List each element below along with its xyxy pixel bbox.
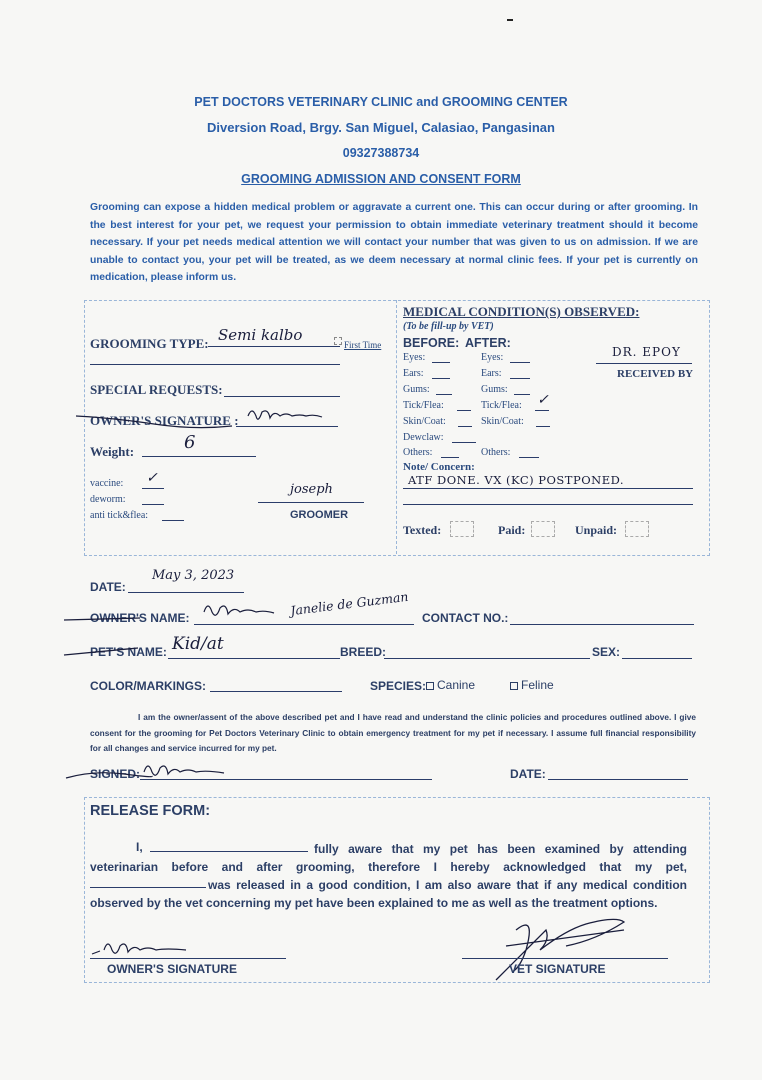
date-value: May 3, 2023 bbox=[152, 568, 235, 583]
first-time-label: First Time bbox=[344, 340, 382, 350]
signed-date-line[interactable] bbox=[548, 779, 688, 780]
vet-release-sig-label: VET SIGNATURE bbox=[509, 962, 606, 976]
after-tick-check-icon: ✓ bbox=[537, 392, 549, 408]
breed-line[interactable] bbox=[384, 658, 590, 659]
release-title: RELEASE FORM: bbox=[90, 803, 211, 819]
date-line[interactable] bbox=[128, 592, 244, 593]
weight-line[interactable] bbox=[142, 456, 256, 457]
owner-name-value: Janelie de Guzman bbox=[289, 588, 410, 619]
vaccine-check-icon: ✓ bbox=[146, 470, 158, 486]
sex-line[interactable] bbox=[622, 658, 692, 659]
vaccine-line[interactable] bbox=[142, 488, 164, 489]
color-markings-line[interactable] bbox=[210, 691, 342, 692]
paid-checkbox[interactable] bbox=[531, 521, 555, 537]
stray-mark bbox=[507, 19, 513, 21]
after-others: Others: bbox=[481, 447, 511, 458]
received-by-label: RECEIVED BY bbox=[617, 368, 694, 380]
special-requests-line[interactable] bbox=[224, 396, 340, 397]
owner-release-sig-line[interactable] bbox=[90, 958, 286, 959]
owner-signature-scribble bbox=[244, 404, 334, 428]
color-markings-label: COLOR/MARKINGS: bbox=[90, 679, 206, 693]
before-others: Others: bbox=[403, 447, 433, 458]
after-skin-line[interactable] bbox=[536, 426, 550, 427]
intro-paragraph: Grooming can expose a hidden medical problem or aggravate a current one. This can occur during or after grooming. In the best interest for your pet, we request your permission to obtain immediate veterinary treatment should it become necessary. If your pet needs medical attention we will contact your number that was given to us on admission. If we are unable to contact you, your pet will be treated, as we deem necessary at normal clinic fees. If your pet is currently on medication, please inform us. bbox=[90, 202, 698, 284]
clinic-address: Diversion Road, Brgy. San Miguel, Calasiao, Pangasinan bbox=[207, 120, 555, 135]
after-tick-flea: Tick/Flea: bbox=[481, 400, 522, 411]
anti-tick-line[interactable] bbox=[162, 520, 184, 521]
vet-release-sig-line[interactable] bbox=[462, 958, 668, 959]
release-text-3: was released in a good condition, I am also aware that if any medical condition observed by the vet concerning my pet have been explained to me as well as the treatment options. bbox=[90, 878, 687, 910]
pet-name-label: PET'S NAME: bbox=[90, 645, 167, 659]
owner-signature-label: OWNER'S SIGNATURE : bbox=[90, 413, 239, 428]
feline-checkbox[interactable] bbox=[510, 682, 518, 690]
signed-scribble bbox=[140, 758, 230, 784]
box-divider bbox=[396, 300, 397, 554]
after-gums: Gums: bbox=[481, 384, 508, 395]
unpaid-label: Unpaid: bbox=[575, 523, 618, 537]
deworm-line[interactable] bbox=[142, 504, 164, 505]
note-concern-label: Note/ Concern: bbox=[403, 461, 475, 473]
after-ears-line[interactable] bbox=[510, 378, 530, 379]
before-gums: Gums: bbox=[403, 384, 430, 395]
release-text-body bbox=[90, 840, 687, 912]
after-eyes: Eyes: bbox=[481, 352, 504, 363]
grooming-type-value: Semi kalbo bbox=[218, 326, 303, 344]
after-label: AFTER: bbox=[465, 336, 511, 350]
pet-name-value: Kid/at bbox=[172, 634, 224, 654]
canine-checkbox[interactable] bbox=[426, 682, 434, 690]
feline-label: Feline bbox=[521, 678, 554, 692]
pet-name-line[interactable] bbox=[168, 658, 340, 659]
signed-label: SIGNED: bbox=[90, 767, 141, 781]
owner-release-sig-label: OWNER'S SIGNATURE bbox=[107, 962, 237, 976]
grooming-type-line[interactable] bbox=[208, 346, 340, 347]
anti-tick-label: anti tick&flea: bbox=[90, 510, 149, 521]
breed-label: BREED: bbox=[340, 645, 387, 659]
note-line-2[interactable] bbox=[403, 504, 693, 505]
owner-name-label: OWNER'S NAME: bbox=[90, 611, 190, 625]
first-time-checkbox[interactable] bbox=[334, 337, 342, 345]
groomer-label: GROOMER bbox=[290, 509, 349, 521]
medical-condition-title: MEDICAL CONDITION(S) OBSERVED: bbox=[403, 304, 640, 319]
pet-name-strike bbox=[62, 646, 142, 658]
release-text-i: I, bbox=[136, 840, 143, 854]
before-gums-line[interactable] bbox=[436, 394, 452, 395]
note-concern-value: ATF DONE. VX (KC) POSTPONED. bbox=[408, 473, 625, 487]
before-dewclaw: Dewclaw: bbox=[403, 432, 444, 443]
owner-name-scribble bbox=[200, 598, 278, 624]
clinic-name: PET DOCTORS VETERINARY CLINIC and GROOMING CENTER bbox=[194, 95, 568, 109]
release-pet-line[interactable] bbox=[90, 887, 206, 888]
form-title: GROOMING ADMISSION AND CONSENT FORM bbox=[241, 172, 521, 186]
before-tick-flea: Tick/Flea: bbox=[403, 400, 444, 411]
owner-name-strike bbox=[62, 614, 142, 624]
special-requests-label: SPECIAL REQUESTS: bbox=[90, 382, 223, 397]
clinic-phone: 09327388734 bbox=[342, 146, 420, 160]
paid-label: Paid: bbox=[498, 523, 526, 537]
before-others-line[interactable] bbox=[441, 457, 459, 458]
texted-label: Texted: bbox=[403, 523, 442, 537]
grooming-type-label: GROOMING TYPE: bbox=[90, 336, 209, 351]
vaccine-label: vaccine: bbox=[90, 478, 124, 489]
after-gums-line[interactable] bbox=[514, 394, 530, 395]
release-text-2: fully aware that my pet has been examined by attending veterinarian before and after grooming, therefore I hereby acknowledged that my pet, bbox=[90, 842, 687, 874]
texted-checkbox[interactable] bbox=[450, 521, 474, 537]
date-label: DATE: bbox=[90, 580, 126, 594]
species-label: SPECIES: bbox=[370, 679, 427, 693]
after-eyes-line[interactable] bbox=[510, 362, 530, 363]
unpaid-checkbox[interactable] bbox=[625, 521, 649, 537]
before-ears: Ears: bbox=[403, 368, 424, 379]
before-skin-line[interactable] bbox=[458, 426, 472, 427]
after-skin-coat: Skin/Coat: bbox=[481, 416, 524, 427]
owner-signature-strike bbox=[74, 408, 234, 428]
contact-line[interactable] bbox=[510, 624, 694, 625]
weight-label: Weight: bbox=[90, 444, 135, 459]
signed-date-label: DATE: bbox=[510, 767, 546, 781]
received-by-line[interactable] bbox=[596, 363, 692, 364]
medical-condition-subtitle: (To be fill-up by VET) bbox=[403, 321, 494, 332]
consent-paragraph: I am the owner/assent of the above described pet and I have read and understand the clinic policies and procedures outlined above. I give consent for the grooming for Pet Doctors Veterinary Clinic to obtain emergency treatment for my pet if necessary. I assume full financial responsibility for all changes and service incurred for my pet. bbox=[90, 712, 696, 753]
before-label: BEFORE: bbox=[403, 336, 460, 350]
note-line-1[interactable] bbox=[403, 488, 693, 489]
before-eyes-line[interactable] bbox=[432, 362, 450, 363]
before-eyes: Eyes: bbox=[403, 352, 426, 363]
contact-label: CONTACT NO.: bbox=[422, 611, 509, 625]
before-dewclaw-line[interactable] bbox=[452, 442, 476, 443]
after-ears: Ears: bbox=[481, 368, 502, 379]
before-skin-coat: Skin/Coat: bbox=[403, 416, 446, 427]
groomer-name: joseph bbox=[290, 482, 333, 497]
after-tick-line[interactable] bbox=[535, 410, 549, 411]
owner-name-line[interactable] bbox=[194, 624, 414, 625]
canine-label: Canine bbox=[437, 678, 476, 692]
before-tick-line[interactable] bbox=[457, 410, 471, 411]
sex-label: SEX: bbox=[592, 645, 621, 659]
weight-value: 6 bbox=[184, 432, 196, 453]
deworm-label: deworm: bbox=[90, 494, 126, 505]
before-ears-line[interactable] bbox=[432, 378, 450, 379]
after-others-line[interactable] bbox=[519, 457, 539, 458]
groomer-line[interactable] bbox=[258, 502, 364, 503]
grooming-type-line-2[interactable] bbox=[90, 364, 340, 365]
received-by-name: DR. EPOY bbox=[612, 345, 681, 359]
